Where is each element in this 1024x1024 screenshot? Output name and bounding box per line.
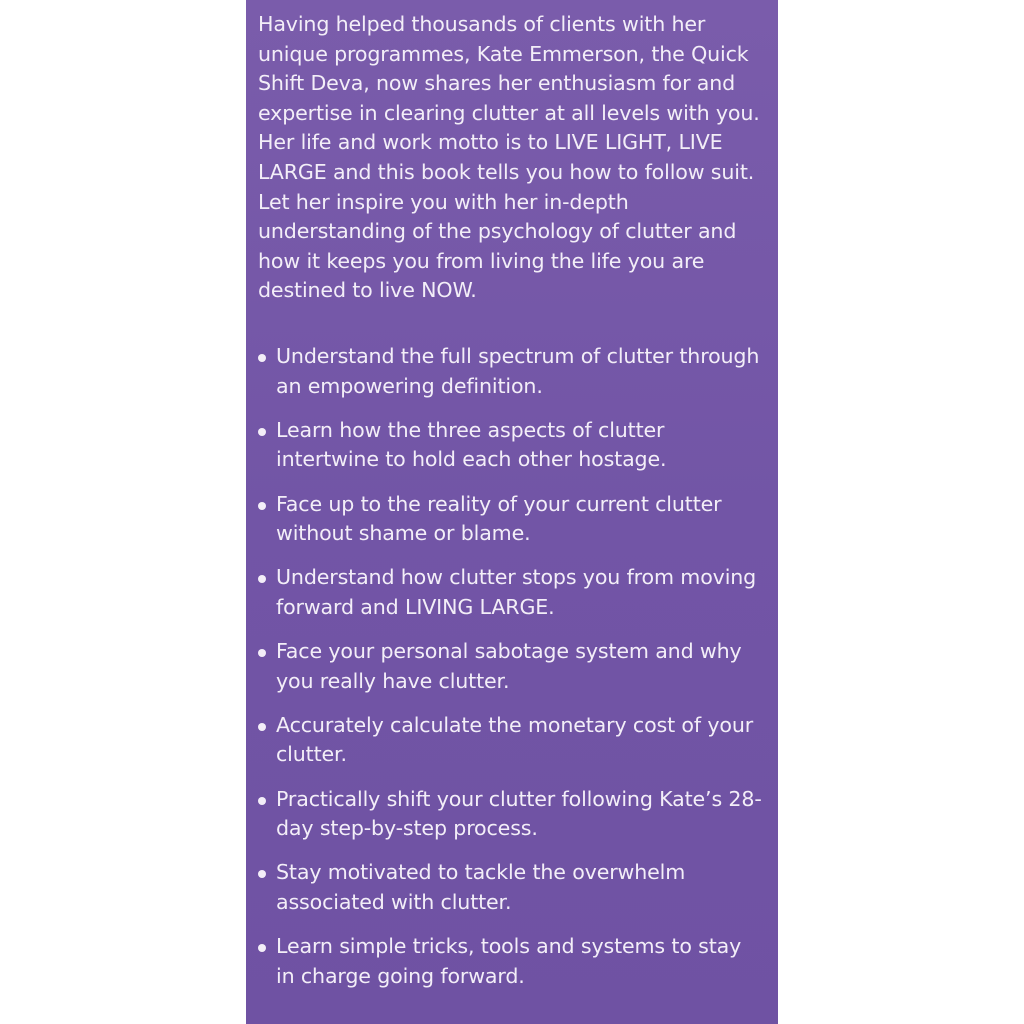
bullet-dot-icon [258, 354, 266, 362]
list-item-text: Face up to the reality of your current clutter without shame or blame. [276, 491, 722, 546]
bullet-dot-icon [258, 575, 266, 583]
bullet-dot-icon [258, 870, 266, 878]
bullet-dot-icon [258, 502, 266, 510]
list-item-text: Face your personal sabotage system and why you really have clutter. [276, 639, 742, 693]
bullet-dot-icon [258, 723, 266, 731]
bullet-dot-icon [258, 649, 266, 657]
list-item [258, 858, 764, 917]
intro-paragraph: Having helped thousands of clients with her unique programmes, Kate Emmerson, the Quick Shift Deva, now shares her enthusiasm for and expertise in clearing clutter at all levels with you. Her life and work motto is to LIVE LIGHT, LIVE LARGE and this book tells you how to follow suit. Let her inspire you with her in-depth understanding of the psychology of clutter and how it keeps you from living the life you are destined to live NOW. [258, 12, 760, 303]
back-cover-panel [246, 0, 778, 1024]
list-item [258, 416, 764, 475]
benefits-list [258, 342, 764, 991]
list-item [258, 932, 764, 991]
list-item [258, 563, 764, 622]
list-item-text: Learn how the three aspects of clutter intertwine to hold each other hostage. [276, 417, 667, 472]
list-item [258, 342, 764, 401]
bullet-dot-icon [258, 944, 266, 952]
bullet-dot-icon [258, 428, 266, 436]
list-item-text: Stay motivated to tackle the overwhelm associated with clutter. [276, 860, 686, 914]
list-item-text: Understand how clutter stops you from moving forward and LIVING LARGE. [276, 565, 757, 619]
list-item [258, 785, 764, 844]
list-item-text: Understand the full spectrum of clutter through an empowering definition. [276, 343, 760, 398]
list-item-text: Learn simple tricks, tools and systems to stay in charge going forward. [276, 934, 742, 988]
bullet-dot-icon [258, 797, 266, 805]
list-item [258, 490, 764, 549]
list-item [258, 637, 764, 696]
list-item-text: Practically shift your clutter following Kate’s 28-day step-by-step process. [276, 786, 762, 841]
list-item-text: Accurately calculate the monetary cost of your clutter. [276, 712, 754, 767]
list-item [258, 711, 764, 770]
